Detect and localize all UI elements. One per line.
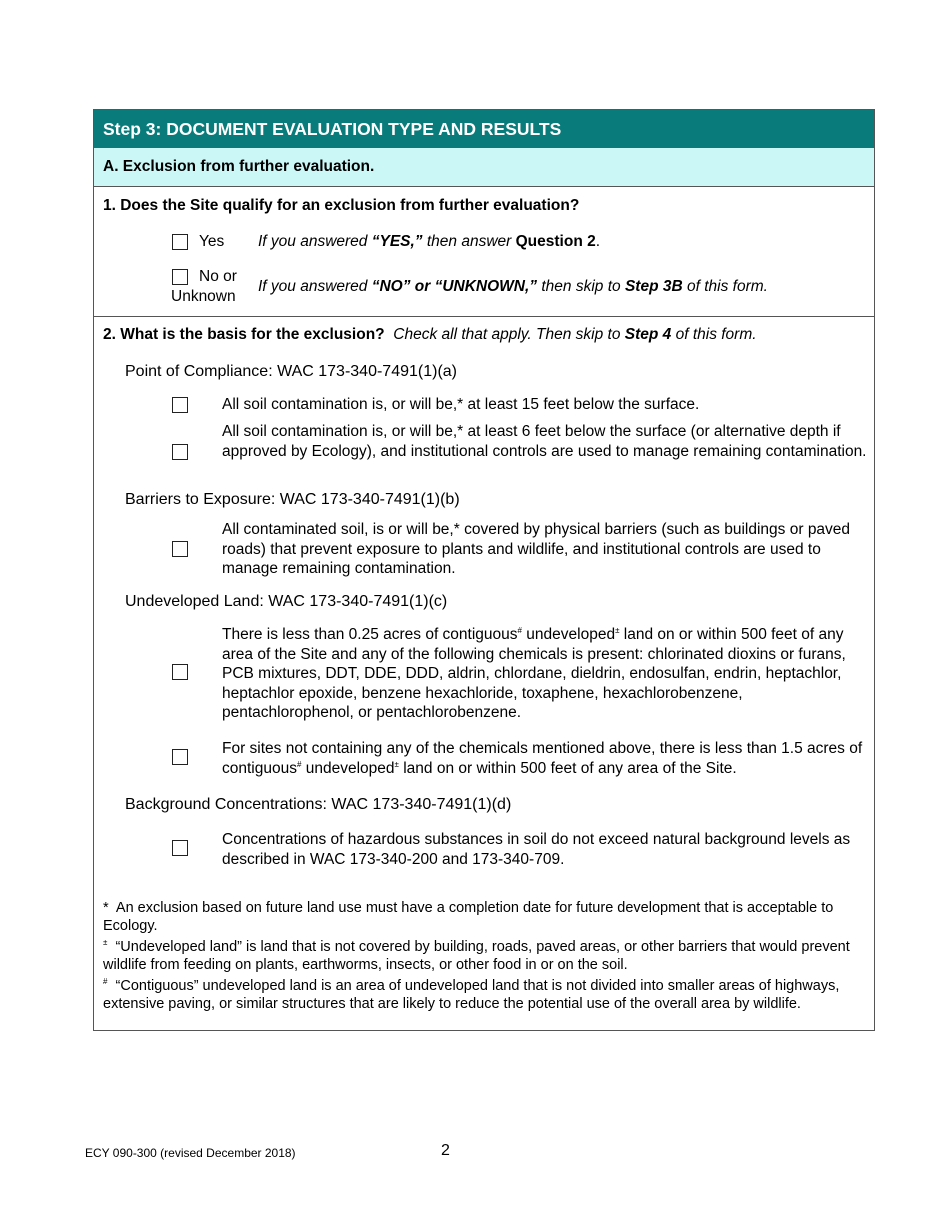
question-1-text: 1. Does the Site qualify for an exclusion from further evaluation? xyxy=(103,197,580,214)
question-divider xyxy=(94,316,874,317)
page-number: 2 xyxy=(441,1142,450,1159)
background-heading: Background Concentrations: WAC 173-340-7491(1)(d) xyxy=(125,796,512,813)
poc-6ft-checkbox[interactable] xyxy=(172,444,188,460)
barriers-checkbox[interactable] xyxy=(172,541,188,557)
q1-yes-instruction: If you answered “YES,” then answer Question 2. xyxy=(258,233,601,250)
background-checkbox[interactable] xyxy=(172,840,188,856)
barriers-text: All contaminated soil, is or will be,* covered by physical barriers (such as buildings or paved roads) that prevent exposure to plants and wildlife, and institutional controls are used to manage remaining contamination. xyxy=(222,521,851,577)
poc-6ft-text: All soil contamination is, or will be,* at least 6 feet below the surface (or alternative depth if approved by Ecology), and institutional controls are used to manage remaining contamination. xyxy=(222,423,867,460)
q1-no-label-line2: Unknown xyxy=(171,288,236,305)
question-2-text: 2. What is the basis for the exclusion? Check all that apply. Then skip to Step 4 of this form. xyxy=(103,326,757,343)
poc-heading: Point of Compliance: WAC 173-340-7491(1)(a) xyxy=(125,363,458,380)
q1-no-label-line1: No or xyxy=(199,268,237,285)
undeveloped-other-checkbox[interactable] xyxy=(172,749,188,765)
poc-15ft-text: All soil contamination is, or will be,* at least 15 feet below the surface. xyxy=(222,396,700,413)
footnote-hash: # “Contiguous” undeveloped land is an area of undeveloped land that is not divided into smaller areas of highways, extensive paving, or similar structures that are likely to reduce the potential use of the overall area by wildlife. xyxy=(103,977,840,1013)
barriers-heading: Barriers to Exposure: WAC 173-340-7491(1)(b) xyxy=(125,491,460,508)
section-a-header: A. Exclusion from further evaluation. xyxy=(94,148,874,187)
form-id-footer: ECY 090-300 (revised December 2018) xyxy=(85,1146,296,1160)
q1-yes-checkbox[interactable] xyxy=(172,234,188,250)
poc-15ft-checkbox[interactable] xyxy=(172,397,188,413)
undeveloped-heading: Undeveloped Land: WAC 173-340-7491(1)(c) xyxy=(125,593,448,610)
undeveloped-chemicals-checkbox[interactable] xyxy=(172,664,188,680)
undeveloped-other-text: For sites not containing any of the chemicals mentioned above, there is less than 1.5 acres of contiguous# undeveloped± land on or within 500 feet of any area of the Site. xyxy=(222,740,863,777)
step3-header: Step 3: DOCUMENT EVALUATION TYPE AND RESULTS xyxy=(94,110,874,149)
undeveloped-chemicals-text: There is less than 0.25 acres of contiguous# undeveloped± land on or within 500 feet of any area of the Site and any of the following chemicals is present: chlorinated dioxins or furans, PCB mixtures, DDT, DDE, DDD, aldrin, chlordane, dieldrin, endosulfan, endrin, heptachlor, heptachlor epoxide, benzene hexachloride, toxaphene, hexachlorobenzene, pentachlorophenol, or pentachlorobenzene. xyxy=(222,626,846,721)
step3-form xyxy=(93,109,875,1031)
q1-no-instruction: If you answered “NO” or “UNKNOWN,” then skip to Step 3B of this form. xyxy=(258,278,768,295)
footnote-star: * An exclusion based on future land use must have a completion date for future development that is acceptable to Ecology. xyxy=(103,900,834,935)
q1-no-unknown-checkbox[interactable] xyxy=(172,269,188,285)
q1-yes-label: Yes xyxy=(199,233,225,250)
background-text: Concentrations of hazardous substances in soil do not exceed natural background levels as described in WAC 173-340-200 and 173-340-709. xyxy=(222,831,851,868)
footnote-plusminus: ± “Undeveloped land” is land that is not covered by building, roads, paved areas, or other barriers that would prevent wildlife from feeding on plants, earthworms, insects, or other food in or on the soil. xyxy=(103,938,850,974)
